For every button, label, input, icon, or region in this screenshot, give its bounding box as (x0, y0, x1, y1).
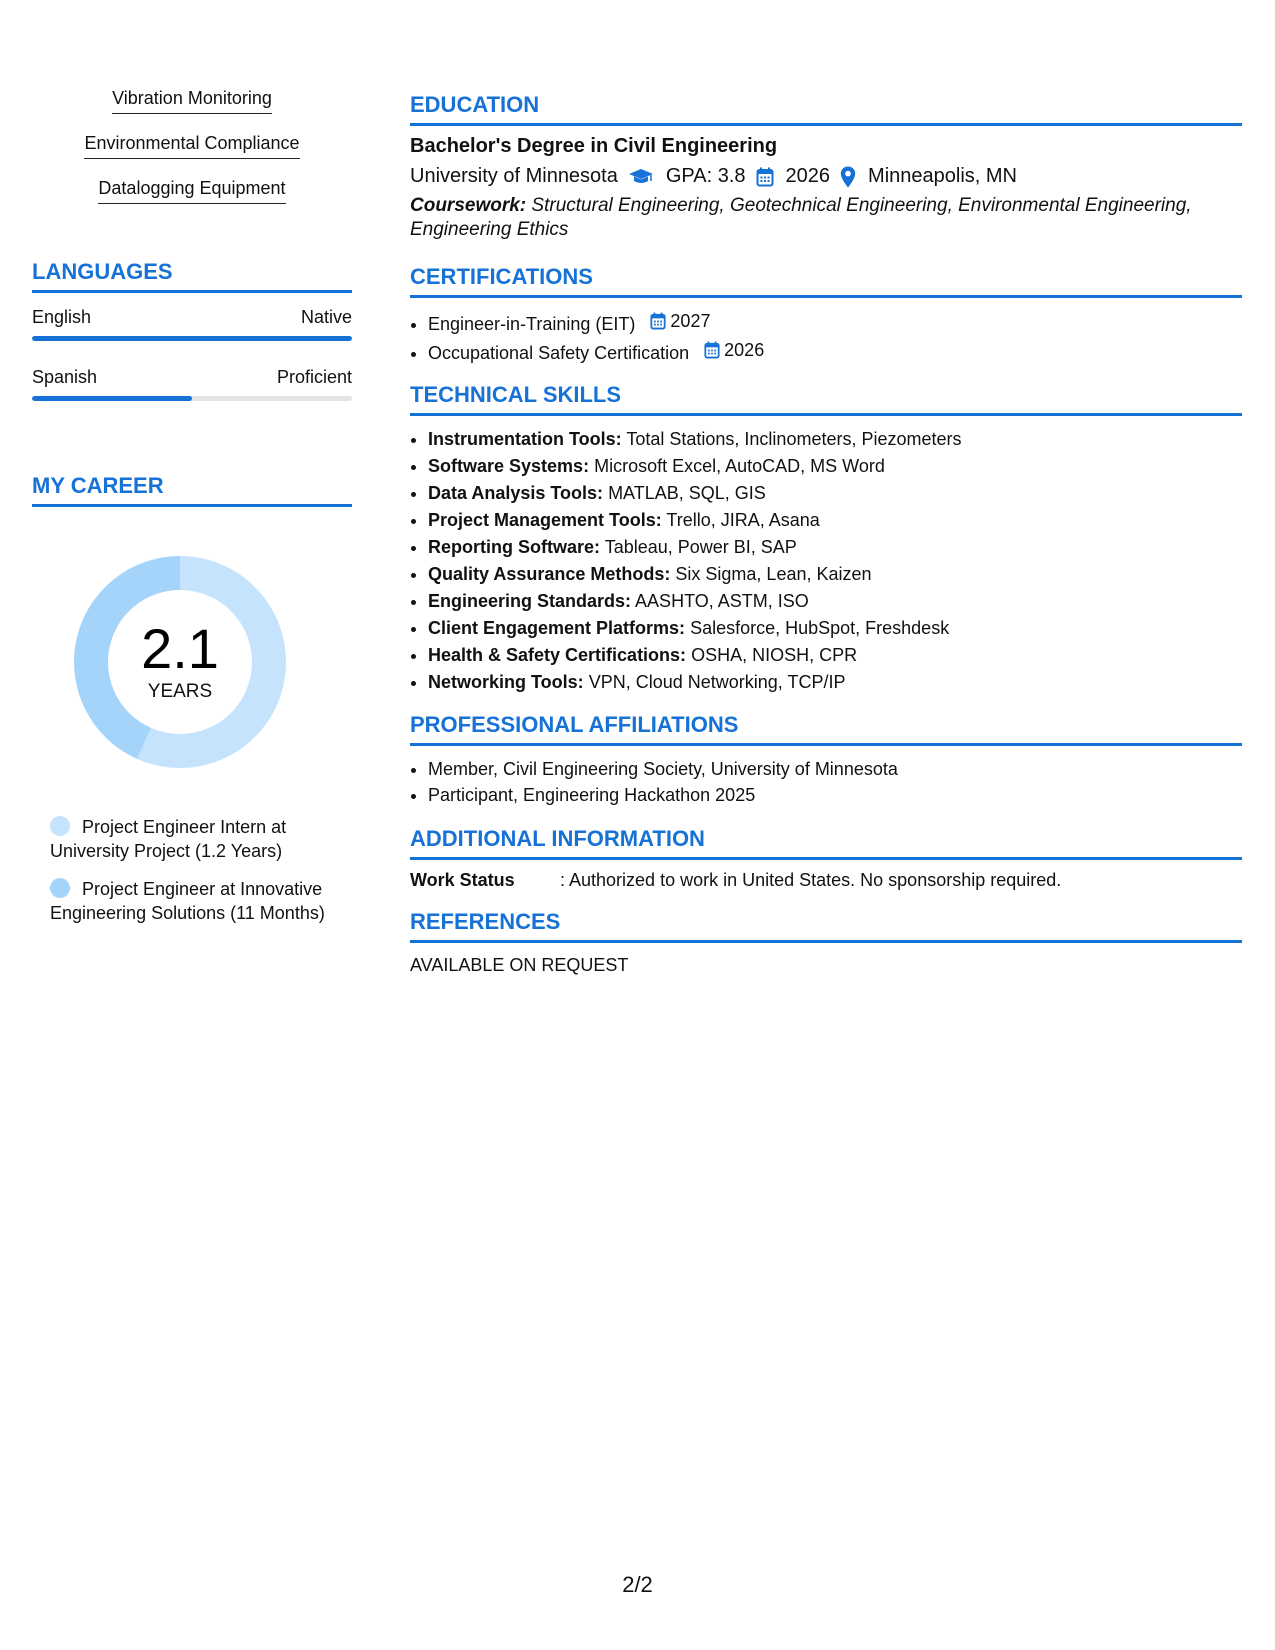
career-donut (65, 547, 295, 777)
career-unit: YEARS (147, 681, 213, 702)
skill-label: Networking Tools: (428, 672, 584, 692)
additional-info-title: ADDITIONAL INFORMATION (410, 826, 1242, 860)
skill-value: Total Stations, Inclinometers, Piezometers (626, 429, 962, 449)
skill-tag: Environmental Compliance (84, 131, 299, 159)
right-column (410, 92, 1242, 976)
technical-skills-title: TECHNICAL SKILLS (410, 382, 1242, 416)
languages-title: LANGUAGES (32, 259, 352, 293)
skill-item (428, 615, 1242, 642)
certifications-list (410, 308, 1242, 366)
language-bar (32, 396, 352, 401)
page-number: 2/2 (622, 1572, 653, 1597)
references-text: AVAILABLE ON REQUEST (410, 955, 629, 975)
skill-item (428, 507, 1242, 534)
skill-item (428, 534, 1242, 561)
certifications-section (410, 264, 1242, 366)
career-entry-label: Project Engineer at Innovative Engineering Solutions (11 Months) (50, 879, 325, 923)
skill-item (428, 561, 1242, 588)
career-legend (50, 815, 350, 925)
work-status-row (410, 870, 1242, 891)
skill-label: Engineering Standards: (428, 591, 632, 611)
language-name: Spanish (32, 367, 98, 387)
career-title: MY CAREER (32, 473, 352, 507)
certification-name: Engineer-in-Training (EIT) (428, 314, 636, 334)
coursework (410, 194, 1242, 242)
career-section (32, 473, 352, 925)
skill-value: MATLAB, SQL, GIS (608, 483, 766, 503)
skill-item (428, 642, 1242, 669)
language-level: Native (300, 307, 352, 327)
certification-item (428, 308, 1242, 337)
skill-label: Health & Safety Certifications: (428, 645, 687, 665)
additional-info-section (410, 826, 1242, 891)
graduation-year: 2026 (785, 165, 831, 187)
skill-value: Trello, JIRA, Asana (666, 510, 820, 530)
skill-label: Software Systems: (428, 456, 590, 476)
skill-label: Client Engagement Platforms: (428, 618, 686, 638)
language-item (32, 307, 352, 341)
references-title: REFERENCES (410, 909, 1242, 943)
language-bar (32, 336, 352, 341)
affiliations-list (410, 756, 1242, 808)
skill-value: Salesforce, HubSpot, Freshdesk (690, 618, 950, 638)
calendar-icon (704, 341, 720, 359)
career-total: 2.1 (141, 617, 219, 680)
affiliation-item: • Participant, Engineering Hackathon 2025 (428, 782, 1242, 808)
skill-label: Reporting Software: (428, 537, 601, 557)
calendar-icon (756, 167, 774, 187)
skill-item (428, 480, 1242, 507)
technical-skills-section (410, 382, 1242, 696)
language-name: English (32, 307, 92, 327)
skill-value: VPN, Cloud Networking, TCP/IP (588, 672, 846, 692)
skill-label: Project Management Tools: (428, 510, 662, 530)
work-status-label: Work Status (410, 870, 515, 890)
education-section (410, 92, 1242, 242)
legend-dot (50, 878, 70, 898)
skill-value: Tableau, Power BI, SAP (604, 537, 797, 557)
language-item (32, 367, 352, 401)
graduation-cap-icon (628, 168, 654, 186)
certification-item (428, 337, 1242, 366)
legend-dot (50, 816, 70, 836)
skill-value: Microsoft Excel, AutoCAD, MS Word (594, 456, 885, 476)
school-location: Minneapolis, MN (868, 165, 1017, 187)
skill-item (428, 453, 1242, 480)
languages-section (32, 259, 352, 401)
skill-value: OSHA, NIOSH, CPR (691, 645, 858, 665)
language-bar-fill (32, 336, 352, 341)
certification-year: 2027 (670, 311, 711, 331)
gpa: GPA: 3.8 (665, 165, 746, 187)
calendar-icon (650, 312, 666, 330)
skill-value: AASHTO, ASTM, ISO (635, 591, 809, 611)
affiliations-title: PROFESSIONAL AFFILIATIONS (410, 712, 1242, 746)
skill-label: Instrumentation Tools: (428, 429, 622, 449)
work-status-value: : Authorized to work in United States. No sponsorship required. (560, 870, 1062, 890)
certification-name: Occupational Safety Certification (428, 343, 690, 363)
coursework-list: Structural Engineering, Geotechnical Engineering, Environmental Engineering, Engineering Ethics (410, 195, 1192, 240)
left-column (32, 80, 352, 939)
skill-label: Quality Assurance Methods: (428, 564, 671, 584)
certifications-title: CERTIFICATIONS (410, 264, 1242, 298)
school-name: University of Minnesota (410, 165, 618, 187)
skill-tag: Vibration Monitoring (112, 86, 272, 114)
career-legend-item (50, 815, 350, 863)
skill-item (428, 588, 1242, 615)
language-level: Proficient (276, 367, 352, 387)
references-section (410, 909, 1242, 976)
skill-tag: Datalogging Equipment (98, 176, 285, 204)
career-legend-item (50, 877, 350, 925)
certification-year: 2026 (724, 340, 765, 360)
skill-tags (32, 80, 352, 215)
language-bar-fill (32, 396, 192, 401)
education-details (410, 165, 1242, 188)
technical-skills-list (410, 426, 1242, 696)
coursework-label: Coursework: (410, 195, 527, 216)
affiliations-section (410, 712, 1242, 808)
skill-value: Six Sigma, Lean, Kaizen (675, 564, 872, 584)
skill-item (428, 426, 1242, 453)
skill-item (428, 669, 1242, 696)
affiliation-item: • Member, Civil Engineering Society, University of Minnesota (428, 756, 1242, 782)
location-pin-icon (840, 166, 856, 188)
education-title: EDUCATION (410, 92, 1242, 126)
career-entry-label: Project Engineer Intern at University Project (1.2 Years) (50, 817, 287, 861)
degree-name: Bachelor's Degree in Civil Engineering (410, 135, 778, 157)
skill-label: Data Analysis Tools: (428, 483, 604, 503)
